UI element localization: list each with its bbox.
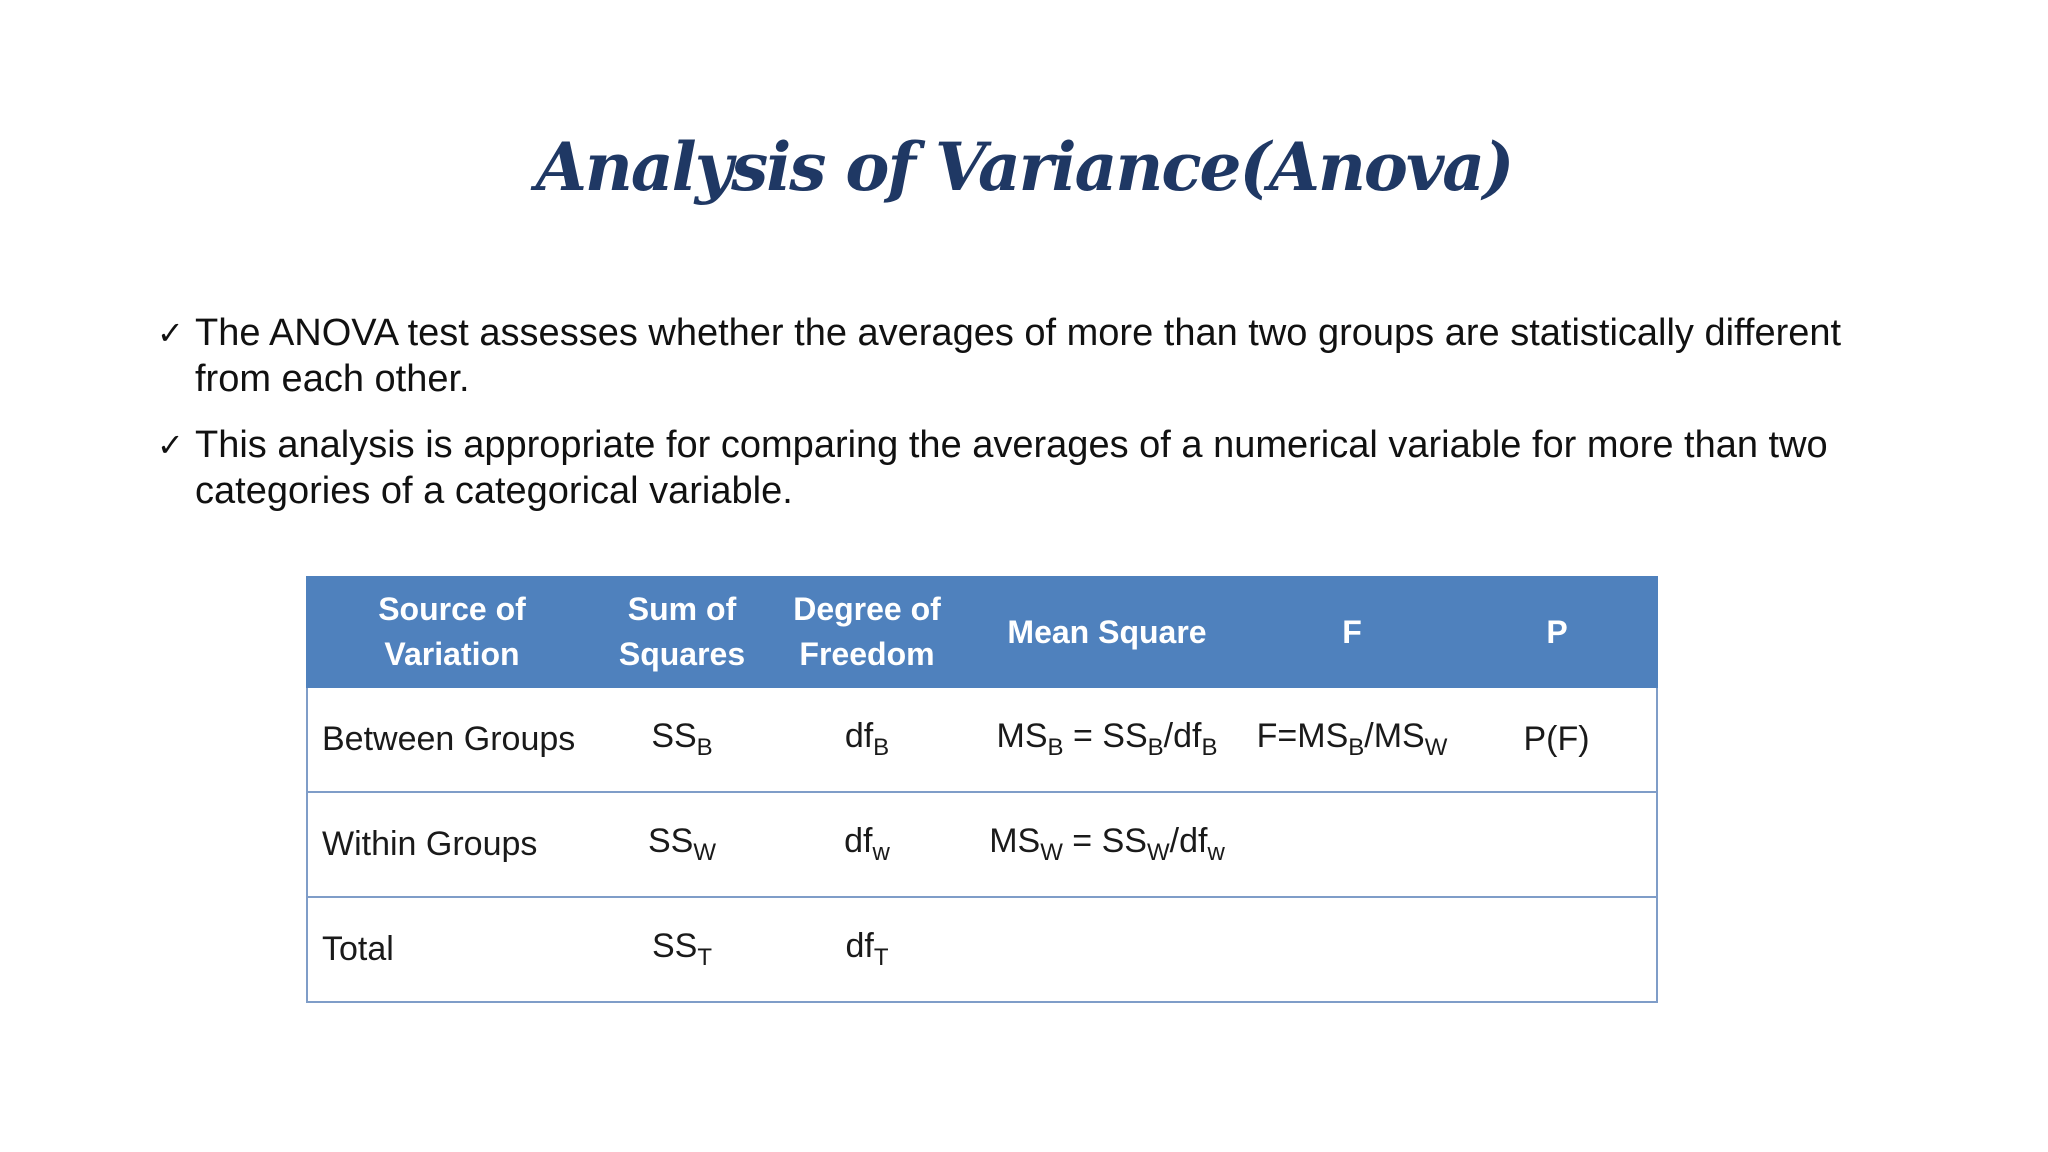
table-row-within-groups (307, 792, 1657, 897)
cell-f: $F=MS_B/MS_W$ (1247, 687, 1457, 792)
table-row-total (307, 897, 1657, 1002)
cell-source: Within Groups (307, 792, 597, 897)
cell-sum-of-squares: $SS_W$ (597, 792, 767, 897)
table-row-between-groups (307, 687, 1657, 792)
header-sum-of-squares: Sum of Squares (597, 577, 767, 687)
table-header-row (307, 577, 1657, 687)
cell-p (1457, 792, 1657, 897)
cell-p: P(F) (1457, 687, 1657, 792)
bullet-item (155, 422, 1915, 514)
cell-sum-of-squares: $SS_B$ (597, 687, 767, 792)
cell-degrees-of-freedom: $df_B$ (767, 687, 967, 792)
cell-degrees-of-freedom: $df_w$ (767, 792, 967, 897)
checkmark-icon: ✓ (157, 426, 184, 464)
cell-sum-of-squares: $SS_T$ (597, 897, 767, 1002)
bullet-list (155, 310, 1915, 534)
checkmark-icon: ✓ (157, 314, 184, 352)
header-f: F (1247, 577, 1457, 687)
header-source-of-variation: Source of Variation (307, 577, 597, 687)
cell-source: Total (307, 897, 597, 1002)
anova-table (306, 576, 1658, 1003)
bullet-text: The ANOVA test assesses whether the averages of more than two groups are statistically different from each other. (195, 312, 1842, 400)
bullet-item (155, 310, 1915, 402)
cell-f (1247, 897, 1457, 1002)
cell-mean-square (967, 897, 1247, 1002)
bullet-text: This analysis is appropriate for comparing the averages of a numerical variable for more than two categories of a categorical variable. (195, 424, 1828, 512)
cell-p (1457, 897, 1657, 1002)
header-mean-square: Mean Square (967, 577, 1247, 687)
cell-mean-square: $MS_B = SS_B/df_B$ (967, 687, 1247, 792)
cell-source: Between Groups (307, 687, 597, 792)
header-p: P (1457, 577, 1657, 687)
slide-title: Analysis of Variance(Anova) (535, 128, 1513, 206)
header-degree-of-freedom: Degree of Freedom (767, 577, 967, 687)
anova-table-container (306, 576, 1656, 1003)
cell-mean-square: $MS_W = SS_W/df_w$ (967, 792, 1247, 897)
cell-f (1247, 792, 1457, 897)
cell-degrees-of-freedom: $df_T$ (767, 897, 967, 1002)
